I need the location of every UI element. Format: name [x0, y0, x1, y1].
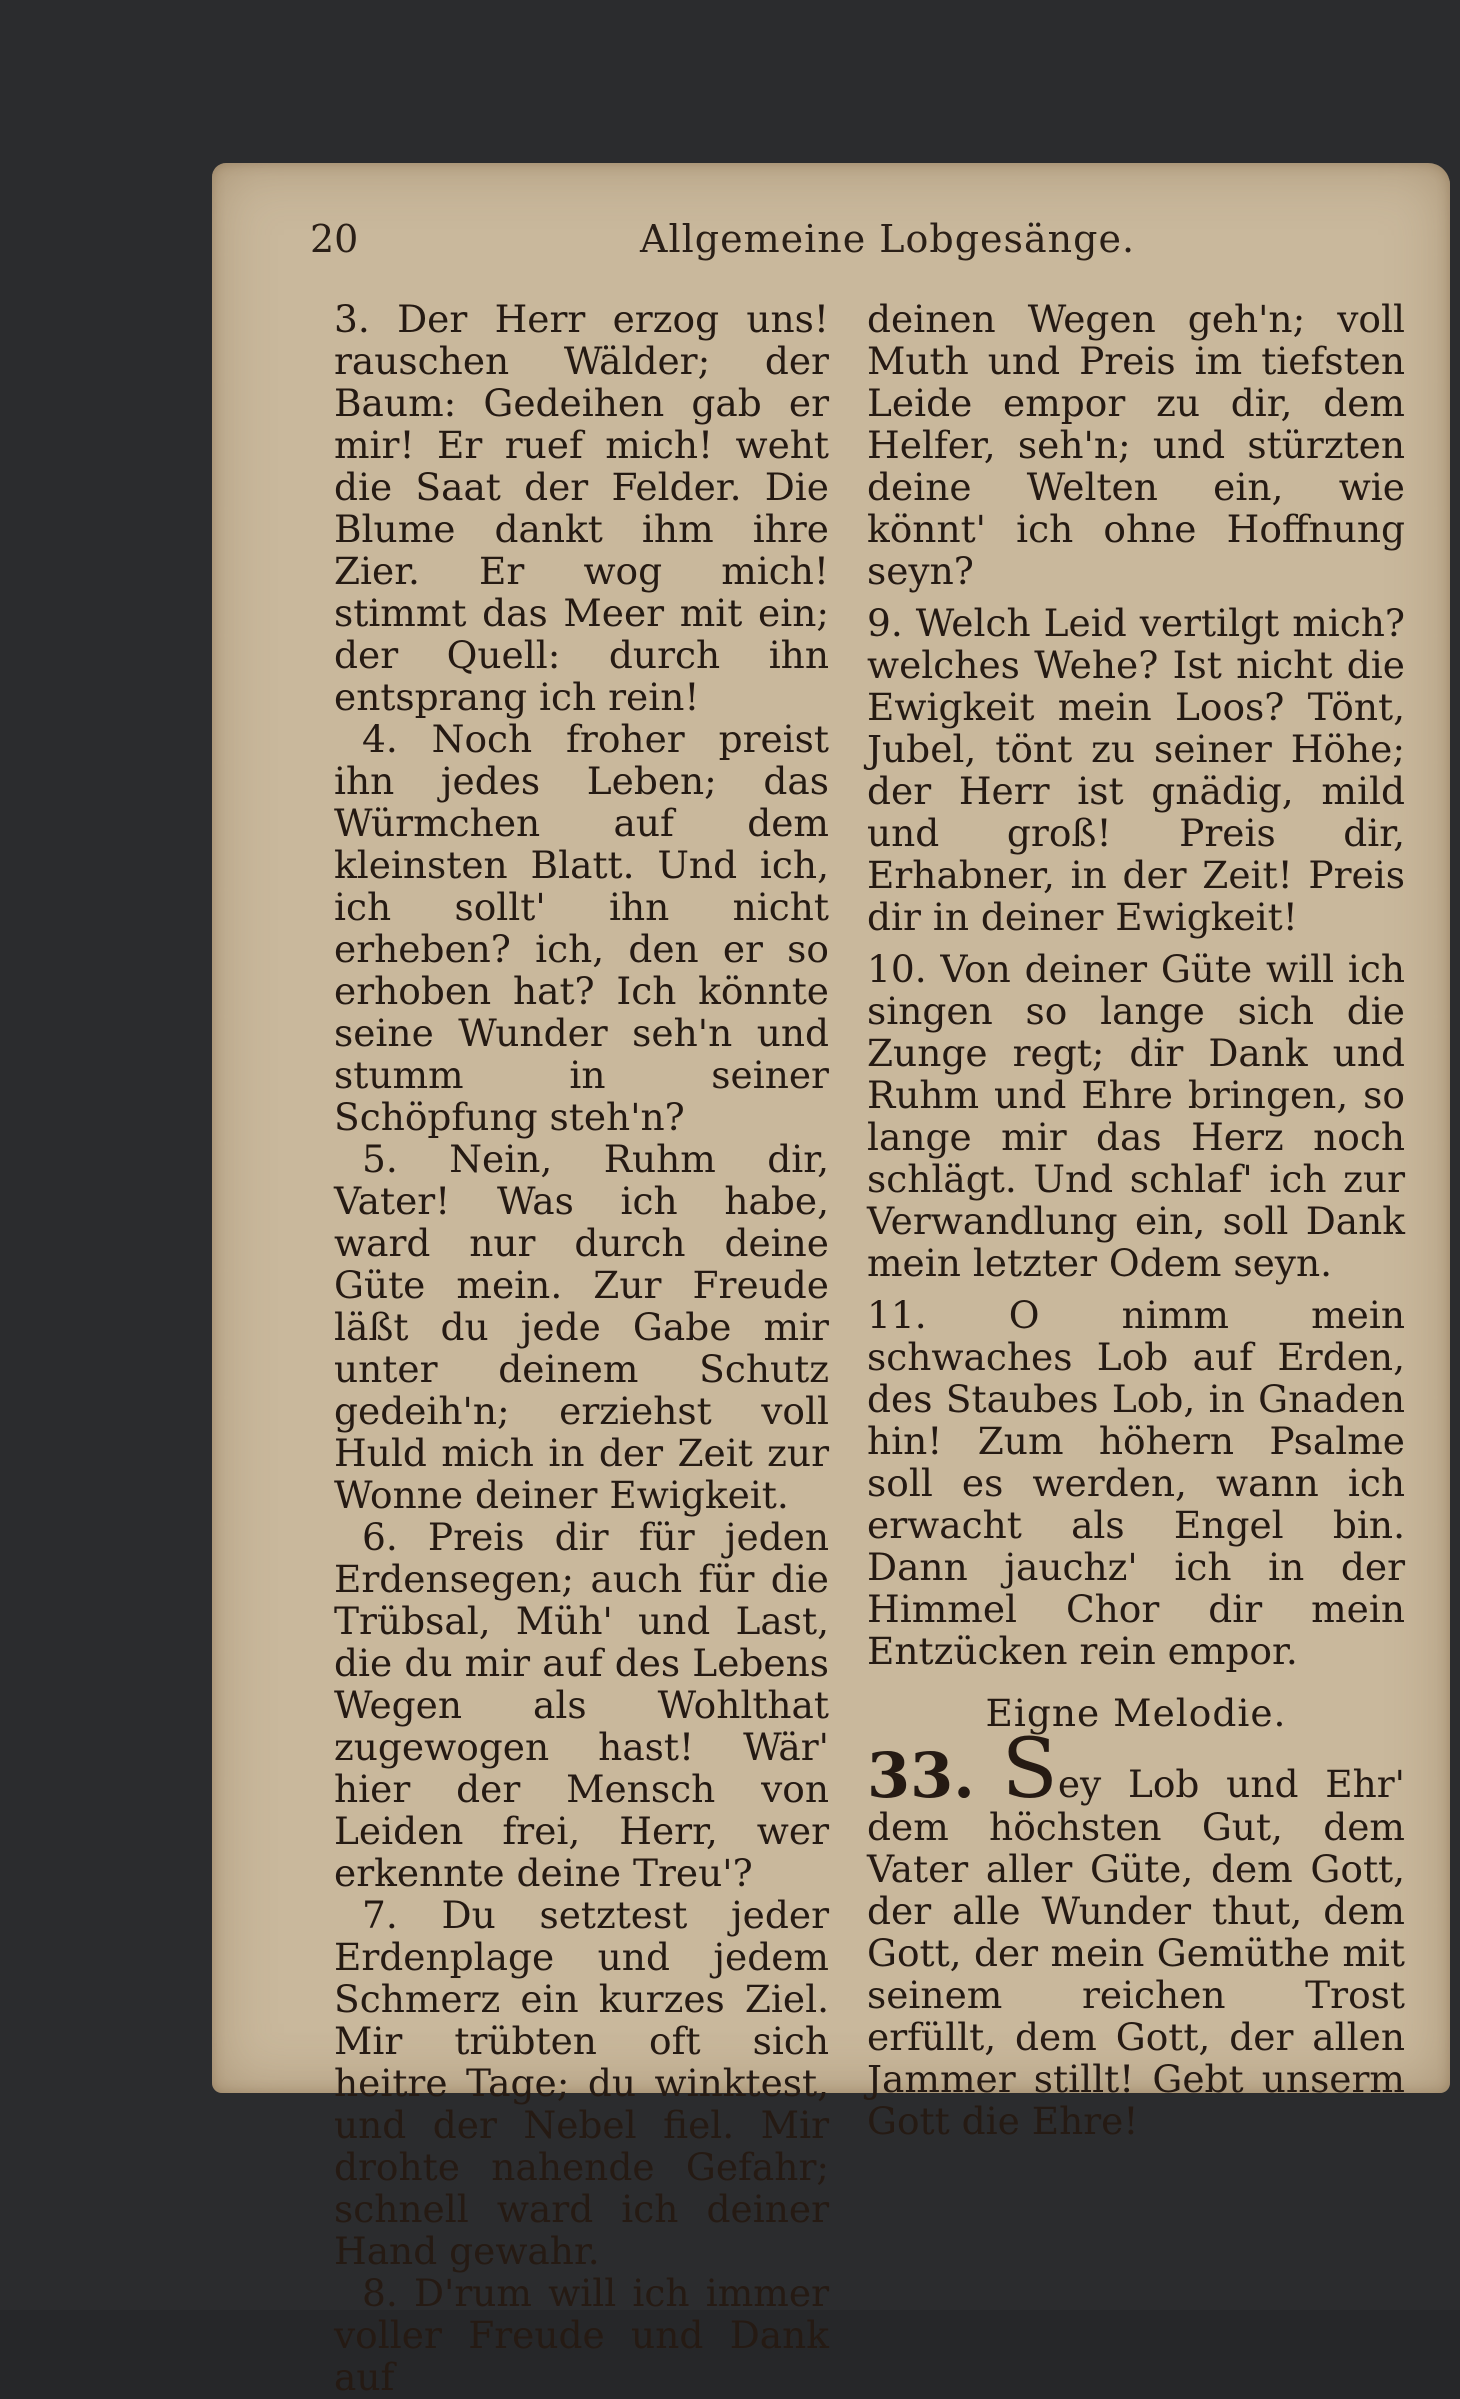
stanza-5: 5. Nein, Ruhm dir, Vater! Was ich habe, ward nur durch deine Güte mein. Zur Freude läßt du jede Gabe mir unter deinem Schutz gedeih'n; erziehst voll Huld mich in der Zeit zur Wonne deiner Ewigkeit. [334, 1137, 829, 1517]
page-header [310, 217, 1310, 277]
book-page [212, 163, 1450, 2399]
stanza-8-start: 8. D'rum will ich immer voller Freude und Dank auf [334, 2271, 829, 2399]
page-number: 20 [310, 217, 359, 261]
stanza-7: 7. Du setztest jeder Erdenplage und jedem Schmerz ein kurzes Ziel. Mir trübten oft sich heitre Tage; du winktest, und der Nebel fiel. Mir drohte nahende Gefahr; schnell ward ich deiner Hand gewahr. [334, 1893, 829, 2273]
hymn-33-first-stanza [867, 1722, 1405, 2143]
stanza-8-continuation: deinen Wegen geh'n; voll Muth und Preis im tiefsten Leide empor zu dir, dem Helfer, seh'n; und stürzten deine Welten ein, wie könnt' ich ohne Hoffnung seyn? [867, 297, 1405, 593]
hymn-initial-letter: S [1001, 1722, 1058, 1817]
running-head: Allgemeine Lobgesänge. [640, 217, 1136, 261]
hymn-number: 33. [867, 1739, 975, 1812]
stanza-4: 4. Noch froher preist ihn jedes Leben; das Würmchen auf dem kleinsten Blatt. Und ich, ich sollt' ihn nicht erheben? ich, den er so erhoben hat? Ich könnte seine Wunder seh'n und stumm in seiner Schöpfung steh'n? [334, 717, 829, 1139]
hymn-text: ey Lob und Ehr' dem höchsten Gut, dem Vater aller Güte, dem Gott, der alle Wunder thut, dem Gott, der mein Gemüthe mit seinem reichen Trost erfüllt, dem Gott, der allen Jammer stillt! Gebt unserm Gott die Ehre! [867, 1762, 1405, 2143]
melody-note: Eigne Melodie. [985, 1691, 1287, 1735]
left-column [334, 298, 829, 2398]
stanza-10: 10. Von deiner Güte will ich singen so lange sich die Zunge regt; dir Dank und Ruhm und Ehre bringen, so lange mir das Herz noch schlägt. Und schlaf' ich zur Verwandlung ein, soll Dank mein letzter Odem seyn. [867, 947, 1405, 1285]
stanza-6: 6. Preis dir für jeden Erdensegen; auch für die Trübsal, Müh' und Last, die du mir auf des Lebens Wegen als Wohlthat zugewogen hast! Wär' hier der Mensch von Leiden frei, Herr, wer erkennte deine Treu'? [334, 1515, 829, 1895]
stanza-3: 3. Der Herr erzog uns! rauschen Wälder; der Baum: Gedeihen gab er mir! Er ruef mich! weht die Saat der Felder. Die Blume dankt ihm ihre Zier. Er wog mich! stimmt das Meer mit ein; der Quell: durch ihn entsprang ich rein! [334, 297, 829, 719]
stanza-9: 9. Welch Leid vertilgt mich? welches Wehe? Ist nicht die Ewigkeit mein Loos? Tönt, Jubel, tönt zu seiner Höhe; der Herr ist gnädig, mild und groß! Preis dir, Erhabner, in der Zeit! Preis dir in deiner Ewigkeit! [867, 601, 1405, 939]
right-column [867, 298, 1405, 2142]
stanza-11: 11. O nimm mein schwaches Lob auf Erden, des Staubes Lob, in Gnaden hin! Zum höhern Psalme soll es werden, wann ich erwacht als Engel bin. Dann jauchz' ich in der Himmel Chor dir mein Entzücken rein empor. [867, 1293, 1405, 1673]
